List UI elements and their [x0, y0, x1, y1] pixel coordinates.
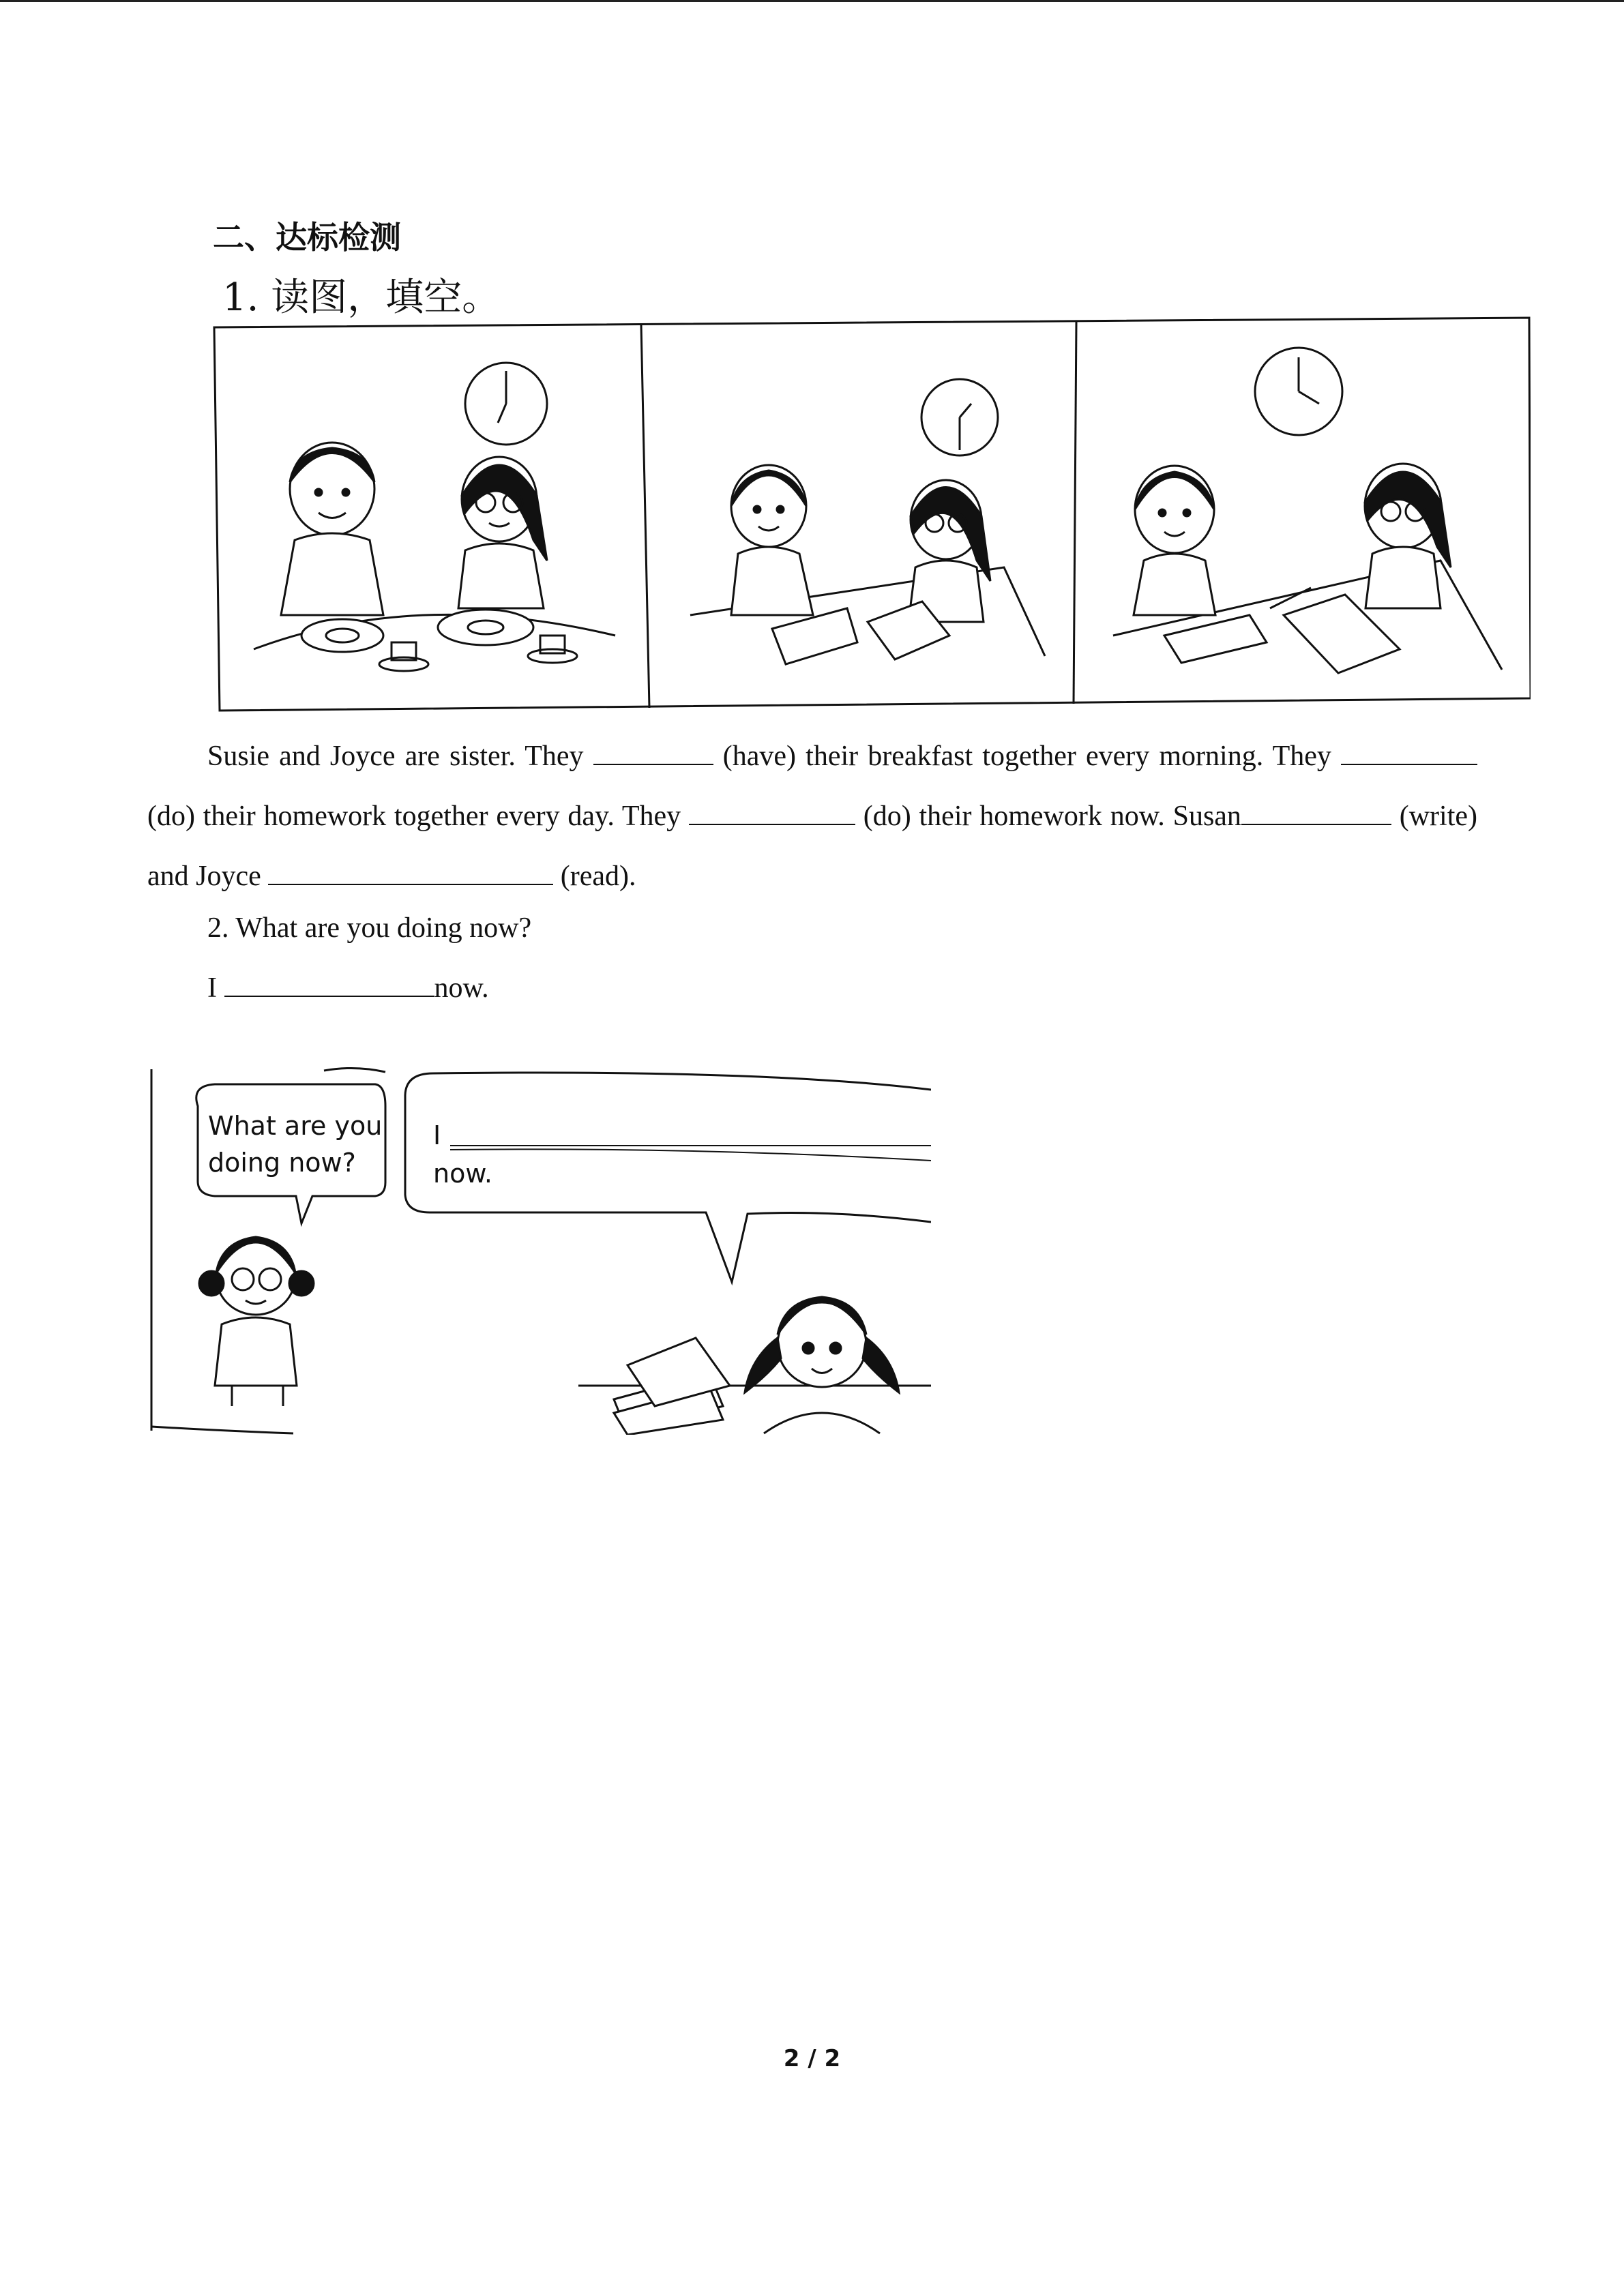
answer-blank-read[interactable]: [268, 861, 553, 885]
left-bubble-line-2: doing now?: [208, 1148, 356, 1178]
notebook-icon: [1164, 615, 1267, 663]
panel-homework-2: [1113, 348, 1502, 673]
paragraph-text: (do) their homework together every day. They: [147, 801, 689, 832]
left-bubble-line-1: What are you: [208, 1111, 383, 1141]
clock-icon: [465, 363, 547, 445]
question-1-paragraph: [147, 726, 1477, 906]
girl-joyce-icon: [458, 457, 547, 608]
paragraph-text: (do) their homework now. Susan: [855, 801, 1241, 832]
girl-joyce-icon: [1365, 464, 1451, 608]
answer-prefix: I: [207, 972, 224, 1004]
question-2-answer-line: [207, 972, 489, 1004]
answer-blank-do-2[interactable]: [689, 801, 855, 825]
clock-icon: [1255, 348, 1342, 435]
panel-breakfast: [254, 363, 615, 671]
right-bubble-line-2: now.: [433, 1159, 493, 1189]
girl-susie-icon: [731, 465, 813, 615]
answer-blank-now[interactable]: [224, 972, 434, 997]
answer-blank-have[interactable]: [593, 741, 713, 765]
question-1-title: 1. 读图，填空。: [222, 275, 501, 320]
paragraph-text: (have) their breakfast together every morning. They: [713, 741, 1341, 772]
page-number: 2 / 2: [783, 2045, 841, 2072]
paragraph-text: (write) and Joyce: [147, 801, 1477, 892]
question-2-text: 2. What are you doing now?: [207, 912, 532, 944]
girl-susie-icon: [1134, 466, 1215, 615]
girl-joyce-icon: [909, 480, 990, 622]
answer-blank-write[interactable]: [1241, 801, 1391, 825]
cup-icon: [379, 642, 428, 671]
girl-susie-icon: [281, 443, 383, 615]
right-bubble-line-1: I: [433, 1120, 441, 1150]
cup-icon: [528, 636, 577, 663]
panel-homework-1: [690, 379, 1045, 664]
paragraph-text: (read).: [553, 861, 636, 892]
comic-panels: [213, 315, 1531, 712]
dialogue-scene: [150, 1065, 931, 1435]
page-top-border: [0, 0, 1624, 2]
girl-asking-icon: [199, 1237, 314, 1406]
section-title: 二、达标检测: [213, 219, 401, 256]
notebook-icon: [772, 608, 857, 664]
paragraph-text: Susie and Joyce are sister. They: [207, 741, 593, 772]
answer-suffix: now.: [434, 972, 489, 1004]
clock-icon: [921, 379, 998, 456]
answer-blank-do-1[interactable]: [1341, 741, 1477, 765]
